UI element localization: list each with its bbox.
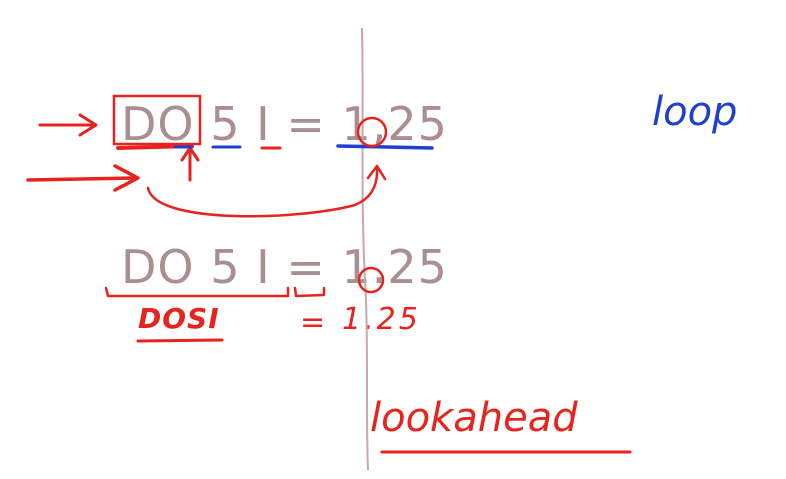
vertical-guide-line [362, 28, 368, 470]
value-annotation: 1.25 [342, 302, 421, 337]
up-arrow-icon [182, 148, 198, 180]
bracket-do5i [106, 288, 288, 296]
code-line-comma: DO 5 I = 1,25 [121, 97, 448, 151]
lookahead-annotation: lookahead [370, 395, 578, 441]
do-box [114, 96, 200, 144]
period-circle [359, 268, 383, 292]
dosi-annotation: DOSI [138, 302, 220, 335]
bracket-equals [295, 288, 324, 296]
dosi-underline [138, 340, 222, 341]
equals-annotation: = [300, 305, 326, 340]
code-line-period: DO 5 I = 1.25 [121, 240, 448, 294]
loop-annotation: loop [652, 89, 738, 135]
arrow-icon [28, 166, 138, 190]
lookahead-arrow-icon [148, 166, 385, 216]
arrow-icon [40, 115, 96, 135]
blue-underline-value [338, 146, 432, 148]
